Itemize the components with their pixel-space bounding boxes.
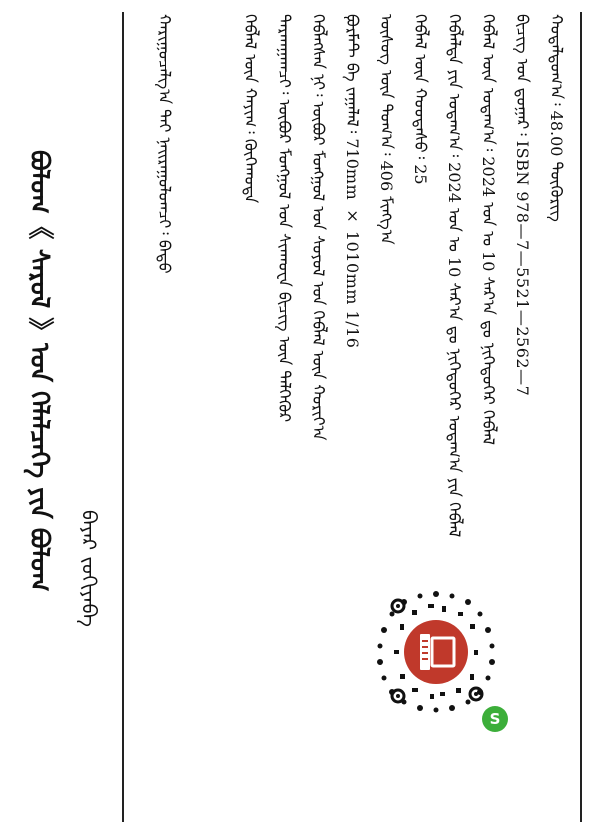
mini-program-badge-icon: S <box>482 706 508 732</box>
colophon-wordcount: ᠦᠰᠦᠭ ᠦᠨ ᠲᠣᠭ᠎ᠠ᠄ 406 ᠮᠢᠩᠭ᠎ᠠ <box>377 14 396 245</box>
book-title: ᠪᠤᠯᠤᠭ《 ᠰᠠᠷᠤᠯ 》ᠤᠨ ᠬᠡᠯᠡᠯᠴᠡᠭᠡ ᠶᠢᠨ ᠪᠤᠯᠤᠭ <box>24 150 54 592</box>
book-author: ᠪᠠᠶᠠᠷ ᠵᠣᠬᠢᠶᠠᠪᠠ <box>77 510 101 628</box>
colophon-responsible-editor: ᠬᠠᠷᠢᠭᠤᠴᠠᠯᠭ᠎ᠠ ᠲᠠᠢ ᠨᠠᠢᠷᠠᠭᠤᠯᠤᠭᠴᠢ᠄ ᠪᠠᠲᠤ <box>155 14 174 274</box>
right-rule <box>580 12 582 822</box>
colophon-sheets: ᠬᠡᠪᠯᠡᠯ ᠦᠨ ᠬᠤᠤᠳᠠᠰᠤ᠄ 25 <box>411 14 430 185</box>
left-rule <box>122 12 124 822</box>
colophon-edition: ᠬᠡᠪᠯᠡᠯ ᠦᠨ ᠤᠳᠠᠭ᠎ᠠ᠄ 2024 ᠣᠨ ᠤ 10 ᠰᠠᠷ᠎ᠠ ᠳᠤ ᠨᠢᠭᠡᠳᠦᠭᠡᠷ ᠬᠡᠪᠯᠡᠯ <box>479 14 498 446</box>
colophon-printer: ᠬᠡᠪᠯᠡᠭᠰᠡᠨ ᠨᠢ᠄ ᠥᠪᠦᠷ ᠮᠣᠩᠭᠣᠯ ᠤᠨ ᠰᠣᠶᠣᠯ ᠤᠨ ᠬᠡᠪᠯᠡᠯ ᠦᠨ ᠬᠣᠷᠢᠶ᠎ᠠ <box>309 14 328 441</box>
colophon-publisher-addr: ᠬᠡᠪᠯᠡᠯ ᠦᠨ ᠬᠠᠶᠢᠭ᠄ ᠬᠥᠬᠡᠬᠣᠲᠠ <box>241 14 260 204</box>
colophon-isbn: ᠪᠢᠴᠢᠭ ᠤᠨ ᠳ᠋ᠤᠭᠠᠷ᠄ ISBN 978—7—5521—2562—7 <box>513 14 532 397</box>
colophon-printing: ᠬᠡᠪᠯᠡᠯᠲᠡ ᠶᠢᠨ ᠤᠳᠠᠭ᠎ᠠ᠄ 2024 ᠣᠨ ᠤ 10 ᠰᠠᠷ᠎ᠠ ᠳᠤ ᠨᠢᠭᠡᠳᠦᠭᠡᠷ ᠤᠳᠠᠭ᠎ᠠ ᠶᠢᠨ ᠬᠡᠪᠯᠡᠯ <box>445 14 464 538</box>
colophon-price: ᠬᠤᠳᠠᠯᠳᠤᠭ᠎ᠠ᠄ 48.00 ᠲᠥᠭᠦᠷᠢᠭ <box>547 14 566 222</box>
colophon-format: ᠹᠣᠷᠮᠠᠲ ᠪᠠ ᠵᠠᠭᠠᠯᠠᠯ᠄ 710mm × 1010mm 1/16 <box>343 14 362 349</box>
colophon-distributor: ᠲᠠᠷᠬᠠᠭᠠᠭᠴᠢ᠄ ᠥᠪᠦᠷ ᠮᠣᠩᠭᠣᠯ ᠤᠨ ᠰᠢᠨᠬᠤᠸᠠ ᠪᠢᠴᠢᠭ ᠦᠨ ᠳᠡᠯᠭᠡᠭᠦᠷ <box>275 14 294 423</box>
mini-program-qr-icon[interactable] <box>372 588 500 716</box>
